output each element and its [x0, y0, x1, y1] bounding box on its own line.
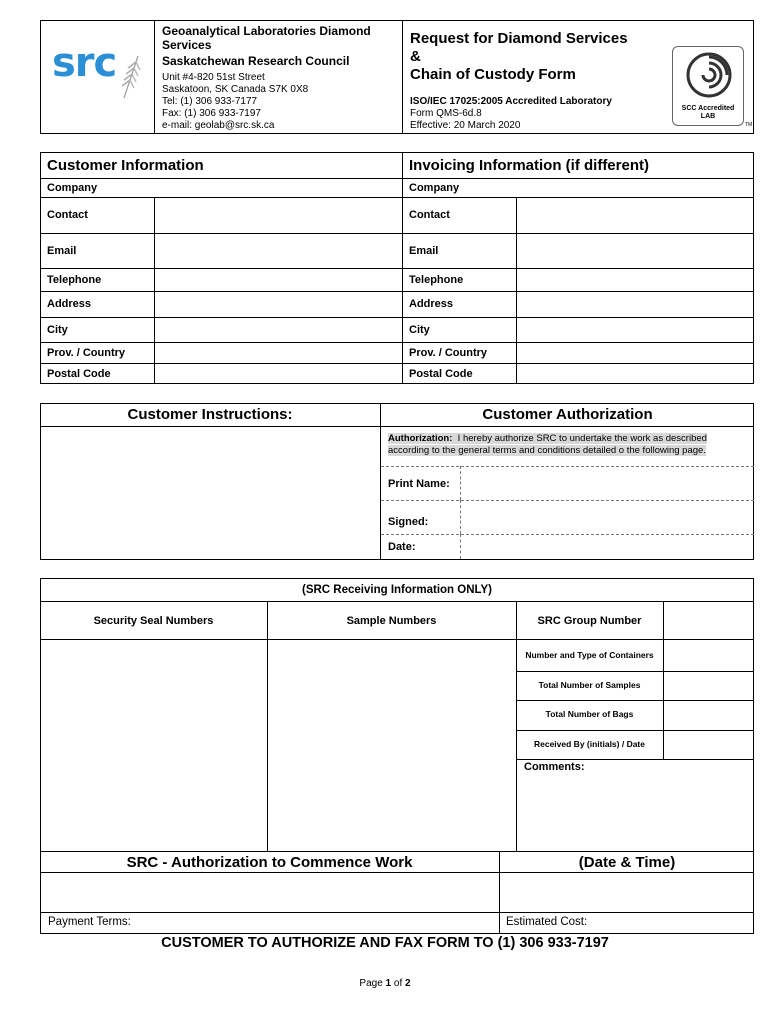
invoice-email-field[interactable]: [517, 234, 753, 268]
address-line2: Saskatoon, SK Canada S7K 0X8: [162, 84, 309, 95]
badge-tm: TM: [745, 122, 753, 128]
council-name: Saskatchewan Research Council: [162, 54, 350, 68]
customer-contact-field[interactable]: [155, 198, 401, 233]
invoice-contact-label: Contact: [409, 209, 450, 221]
total-bags-label: Total Number of Bags: [545, 709, 634, 719]
src-logo: [52, 40, 142, 100]
badge-line2: LAB: [700, 113, 716, 120]
invoice-city-field[interactable]: [517, 318, 753, 342]
sample-numbers-input[interactable]: [269, 641, 518, 853]
comments-label: Comments:: [524, 761, 585, 773]
invoice-address-label: Address: [409, 298, 454, 310]
page-total: 2: [405, 978, 411, 989]
authorization-label: Authorization:: [388, 433, 453, 444]
date-time-title: (Date & Time): [578, 854, 676, 871]
authorization-line1-wrap: [388, 433, 707, 444]
commence-title: SRC - Authorization to Commence Work: [126, 854, 413, 871]
src-group-field[interactable]: [664, 602, 753, 639]
signed-field[interactable]: [462, 502, 752, 532]
invoice-prov-label: Prov. / Country: [409, 346, 488, 359]
customer-prov-label: Prov. / Country: [47, 346, 126, 359]
customer-authorization-title: Customer Authorization: [482, 406, 653, 423]
security-seal-header: Security Seal Numbers: [93, 615, 214, 627]
invoice-address-field[interactable]: [517, 292, 753, 317]
auth-line: [381, 500, 754, 501]
auth-line: [381, 466, 754, 467]
receiving-title: (SRC Receiving Information ONLY): [302, 584, 492, 596]
customer-city-label: City: [47, 323, 68, 336]
customer-address-field[interactable]: [155, 292, 401, 317]
wheat-icon: [118, 54, 142, 104]
scc-swirl-icon: [685, 51, 733, 99]
customer-company-label: Company: [47, 181, 98, 194]
commence-datetime-field[interactable]: [501, 873, 753, 911]
page-number: [0, 978, 770, 989]
src-group-header: SRC Group Number: [537, 615, 642, 627]
payment-terms-label: Payment Terms:: [48, 916, 131, 928]
page-prefix: Page: [359, 978, 386, 989]
fax-notice: CUSTOMER TO AUTHORIZE AND FAX FORM TO (1) 306 933-7197: [161, 935, 609, 951]
containers-field[interactable]: [664, 641, 753, 670]
receiving-col-line: [40, 639, 754, 640]
customer-postal-label: Postal Code: [47, 367, 111, 380]
lab-name: Geoanalytical Laboratories Diamond Services: [162, 24, 371, 52]
invoice-city-label: City: [409, 323, 430, 336]
invoice-company-label: Company: [409, 181, 460, 194]
effective-date: Effective: 20 March 2020: [410, 120, 521, 131]
receiving-header-line: [40, 601, 754, 602]
sample-numbers-header: Sample Numbers: [346, 615, 437, 627]
customer-instructions-title: Customer Instructions:: [127, 406, 293, 423]
invoice-email-label: Email: [409, 244, 439, 257]
customer-telephone-field[interactable]: [155, 269, 401, 291]
form-title-block: [410, 30, 670, 132]
commence-line: [40, 851, 754, 852]
invoice-postal-field[interactable]: [517, 364, 753, 384]
header-divider-1: [154, 20, 155, 134]
signed-sep: [460, 500, 461, 534]
authorization-text: [388, 433, 748, 457]
print-name-field[interactable]: [462, 468, 752, 498]
form-number: Form QMS-6d.8: [410, 108, 482, 119]
customer-email-label: Email: [47, 244, 77, 257]
estimated-cost-label: Estimated Cost:: [506, 916, 588, 928]
invoice-telephone-label: Telephone: [409, 273, 464, 286]
customer-company-field[interactable]: [155, 179, 401, 197]
customer-info-title: Customer Information: [47, 156, 204, 174]
src-logo-text: src: [52, 40, 117, 86]
invoice-contact-field[interactable]: [517, 198, 753, 233]
date-sep: [460, 534, 461, 559]
lab-info: [162, 24, 398, 132]
customer-postal-field[interactable]: [155, 364, 401, 384]
total-samples-label: Total Number of Samples: [538, 680, 641, 690]
badge-line1: SCC Accredited: [681, 105, 735, 112]
customer-city-field[interactable]: [155, 318, 401, 342]
customer-instructions-input[interactable]: [42, 428, 382, 562]
title-line1: Request for Diamond Services: [410, 30, 628, 47]
security-seal-input[interactable]: [42, 641, 269, 853]
total-samples-field[interactable]: [664, 672, 753, 700]
invoice-prov-field[interactable]: [517, 343, 753, 363]
print-name-label: Print Name:: [388, 478, 450, 490]
tel: Tel: (1) 306 933-7177: [162, 96, 258, 107]
total-bags-field[interactable]: [664, 701, 753, 730]
title-line2: &: [410, 48, 421, 65]
address-line1: Unit #4-820 51st Street: [162, 72, 265, 83]
invoice-company-field[interactable]: [517, 179, 753, 197]
customer-address-label: Address: [47, 298, 92, 310]
customer-contact-label: Contact: [47, 209, 88, 221]
invoicing-info-title: Invoicing Information (if different): [409, 156, 649, 174]
customer-telephone-label: Telephone: [47, 273, 102, 286]
date-label: Date:: [388, 541, 416, 553]
print-name-sep: [460, 466, 461, 500]
estimated-cost-field[interactable]: [592, 913, 753, 933]
auth-line: [381, 534, 754, 535]
comments-input[interactable]: [518, 776, 756, 854]
invoice-postal-label: Postal Code: [409, 367, 473, 380]
invoice-telephone-field[interactable]: [517, 269, 753, 291]
authorization-text-line1: I hereby authorize SRC to undertake the work as described: [457, 433, 707, 444]
authorization-text-line2: according to the general terms and conditions detailed o the following page.: [388, 445, 706, 456]
email: e-mail: geolab@src.sk.ca: [162, 120, 275, 131]
header-divider-2: [402, 20, 403, 134]
fax: Fax: (1) 306 933-7197: [162, 108, 261, 119]
received-by-label: Received By (initials) / Date: [533, 739, 645, 749]
page-num: 1: [385, 978, 392, 989]
payment-terms-field[interactable]: [140, 913, 498, 933]
receiving-row-line: [516, 759, 754, 760]
containers-label: Number and Type of Containers: [525, 650, 654, 660]
date-field[interactable]: [462, 536, 752, 558]
scc-badge: [672, 46, 744, 126]
customer-prov-field[interactable]: [155, 343, 401, 363]
instructions-header-line: [40, 426, 754, 427]
received-by-field[interactable]: [664, 731, 753, 759]
signed-label: Signed:: [388, 516, 429, 528]
customer-email-field[interactable]: [155, 234, 401, 268]
page-of: of: [391, 978, 406, 989]
title-line3: Chain of Custody Form: [410, 66, 576, 83]
iso-text: ISO/IEC 17025:2005 Accredited Laboratory: [410, 96, 612, 107]
commence-signature-field[interactable]: [41, 873, 498, 911]
